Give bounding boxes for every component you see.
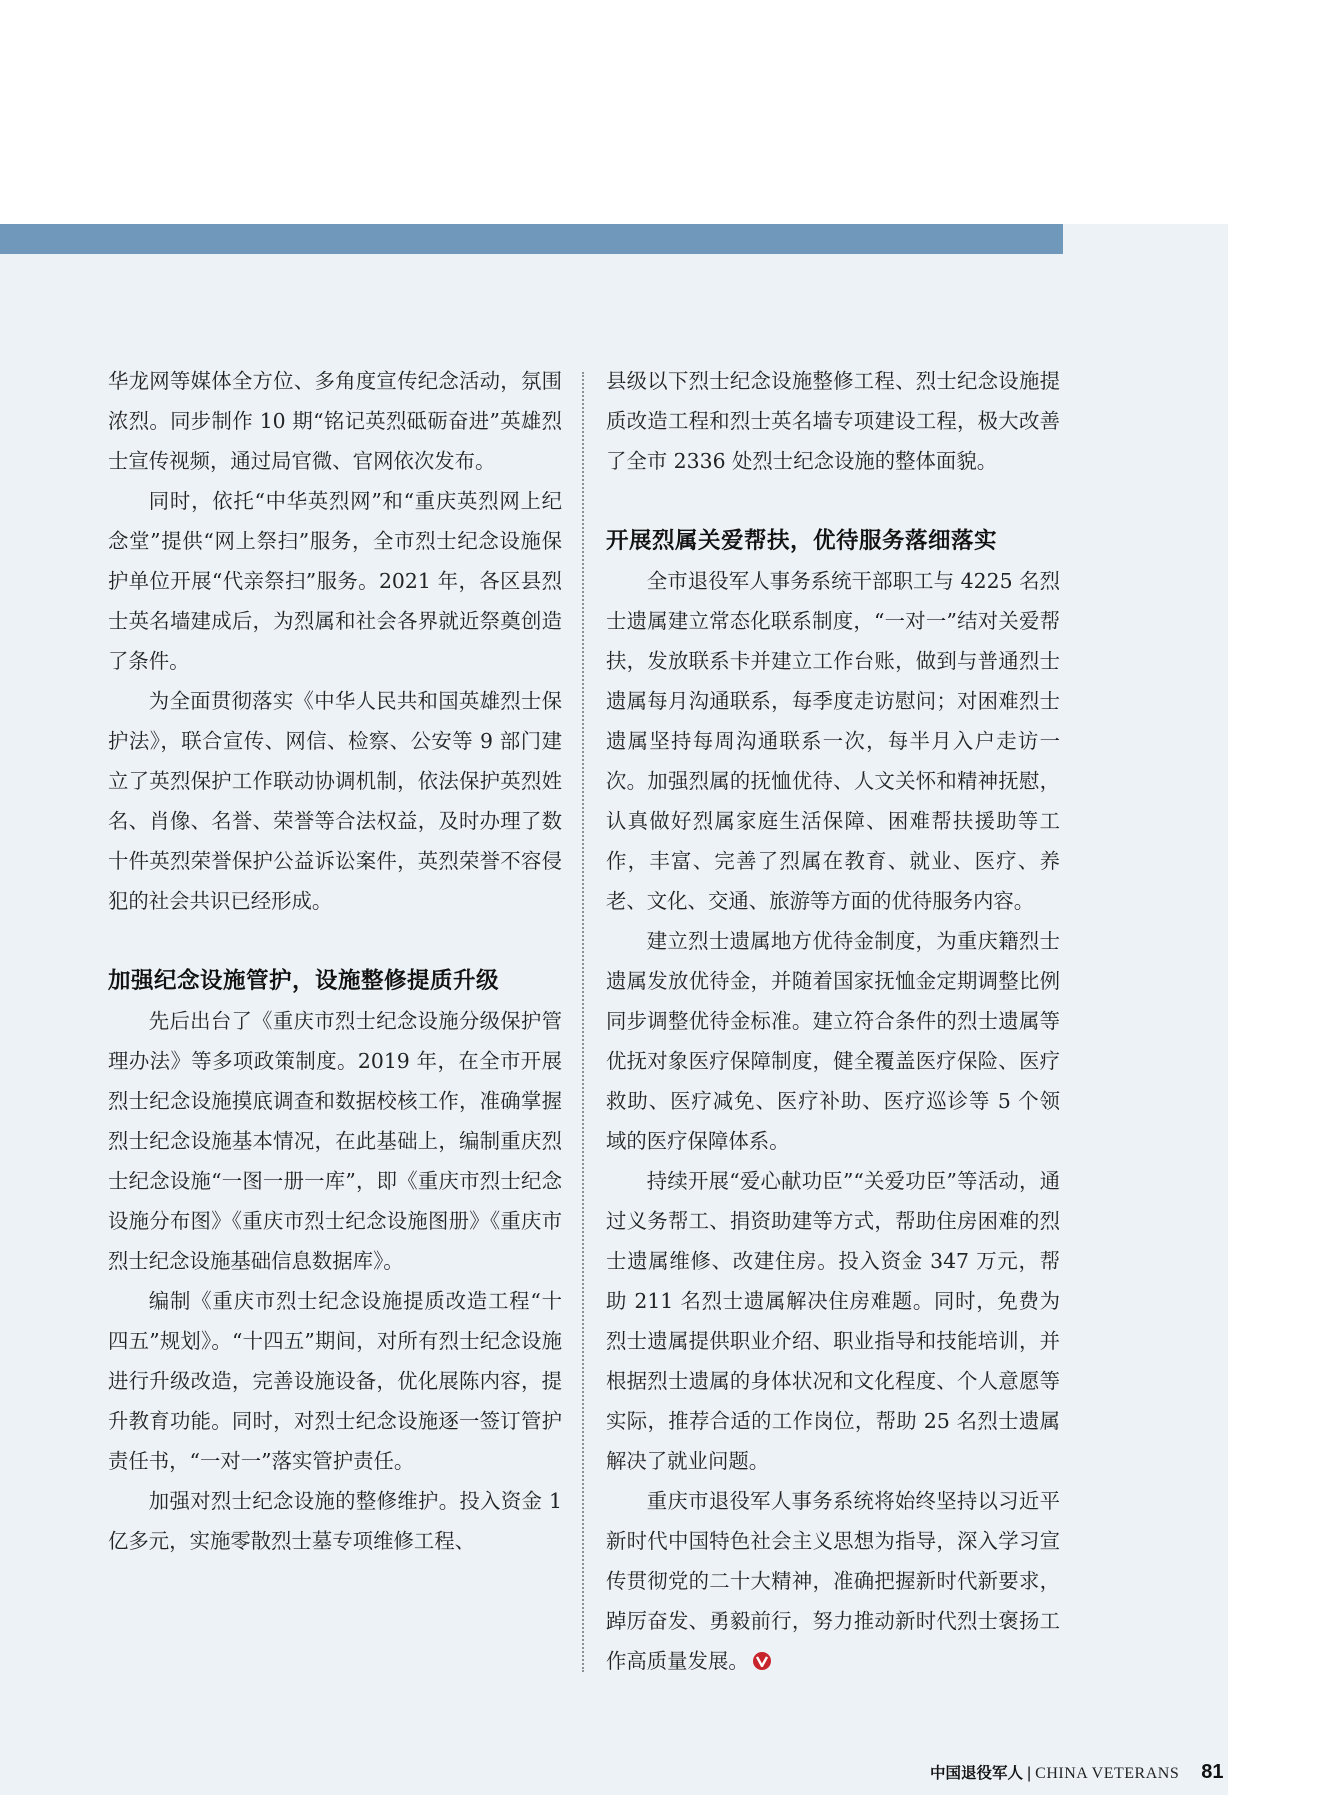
paragraph: 编制《重庆市烈士纪念设施提质改造工程“十四五”规划》。“十四五”期间，对所有烈士纪念设施进行升级改造，完善设施设备，优化展陈内容，提升教育功能。同时，对烈士纪念设施逐一签订管护责任书，“一对一”落实管护责任。 bbox=[108, 1289, 562, 1473]
paragraph: 持续开展“爱心献功臣”“关爱功臣”等活动，通过义务帮工、捐资助建等方式，帮助住房困难的烈士遗属维修、改建住房。投入资金 347 万元，帮助 211 名烈士遗属解决住房难题。同时，免费为烈士遗属提供职业介绍、职业指导和技能培训，并根据烈士遗属的身体状况和文化程度、个人意愿等实际，推荐合适的工作岗位，帮助 25 名烈士遗属解决了就业问题。 bbox=[606, 1169, 1060, 1473]
section-heading: 加强纪念设施管护，设施整修提质升级 bbox=[108, 968, 500, 994]
section-heading: 开展烈属关爱帮扶，优待服务落细落实 bbox=[606, 528, 998, 554]
magazine-name-en: CHINA VETERANS bbox=[1035, 1765, 1180, 1782]
column-divider bbox=[582, 372, 584, 1672]
paragraph: 华龙网等媒体全方位、多角度宣传纪念活动，氛围浓烈。同步制作 10 期“铭记英烈砥砺奋进”英雄烈士宣传视频，通过局官微、官网依次发布。 bbox=[108, 369, 562, 473]
paragraph: 同时，依托“中华英烈网”和“重庆英烈网上纪念堂”提供“网上祭扫”服务，全市烈士纪念设施保护单位开展“代亲祭扫”服务。2021 年，各区县烈士英名墙建成后，为烈属和社会各界就近祭奠创造了条件。 bbox=[108, 489, 562, 673]
final-paragraph bbox=[606, 1481, 1060, 1681]
article-right-column bbox=[606, 361, 1060, 1681]
paragraph: 县级以下烈士纪念设施整修工程、烈士纪念设施提质改造工程和烈士英名墙专项建设工程，极大改善了全市 2336 处烈士纪念设施的整体面貌。 bbox=[606, 369, 1060, 473]
footer-separator: | bbox=[1027, 1765, 1032, 1782]
article-left-column bbox=[108, 361, 562, 1561]
paragraph: 加强对烈士纪念设施的整修维护。投入资金 1 亿多元，实施零散烈士墓专项维修工程、 bbox=[108, 1489, 562, 1553]
paragraph-text: 重庆市退役军人事务系统将始终坚持以习近平新时代中国特色社会主义思想为指导，深入学习宣传贯彻党的二十大精神，准确把握新时代新要求，踔厉奋发、勇毅前行，努力推动新时代烈士褒扬工作高质量发展。 bbox=[606, 1489, 1060, 1673]
paragraph: 为全面贯彻落实《中华人民共和国英雄烈士保护法》，联合宣传、网信、检察、公安等 9 部门建立了英烈保护工作联动协调机制，依法保护英烈姓名、肖像、名誉、荣誉等合法权益，及时办理了数十件英烈荣誉保护公益诉讼案件，英烈荣誉不容侵犯的社会共识已经形成。 bbox=[108, 689, 562, 913]
paragraph: 先后出台了《重庆市烈士纪念设施分级保护管理办法》等多项政策制度。2019 年，在全市开展烈士纪念设施摸底调查和数据校核工作，准确掌握烈士纪念设施基本情况，在此基础上，编制重庆烈士纪念设施“一图一册一库”，即《重庆市烈士纪念设施分布图》《重庆市烈士纪念设施图册》《重庆市烈士纪念设施基础信息数据库》。 bbox=[108, 1009, 562, 1273]
header-accent-bar bbox=[0, 224, 1063, 254]
magazine-name-cn: 中国退役军人 bbox=[930, 1764, 1024, 1782]
red-circle-v-icon bbox=[753, 1652, 771, 1670]
page-number: 81 bbox=[1201, 1761, 1224, 1783]
paragraph: 全市退役军人事务系统干部职工与 4225 名烈士遗属建立常态化联系制度，“一对一”结对关爱帮扶，发放联系卡并建立工作台账，做到与普通烈士遗属每月沟通联系，每季度走访慰问；对困难烈士遗属坚持每周沟通联系一次，每半月入户走访一次。加强烈属的抚恤优待、人文关怀和精神抚慰，认真做好烈属家庭生活保障、困难帮扶援助等工作，丰富、完善了烈属在教育、就业、医疗、养老、文化、交通、旅游等方面的优待服务内容。 bbox=[606, 569, 1060, 913]
paragraph: 建立烈士遗属地方优待金制度，为重庆籍烈士遗属发放优待金，并随着国家抚恤金定期调整比例同步调整优待金标准。建立符合条件的烈士遗属等优抚对象医疗保障制度，健全覆盖医疗保险、医疗救助、医疗减免、医疗补助、医疗巡诊等 5 个领域的医疗保障体系。 bbox=[606, 929, 1060, 1153]
page-footer bbox=[930, 1761, 1223, 1791]
